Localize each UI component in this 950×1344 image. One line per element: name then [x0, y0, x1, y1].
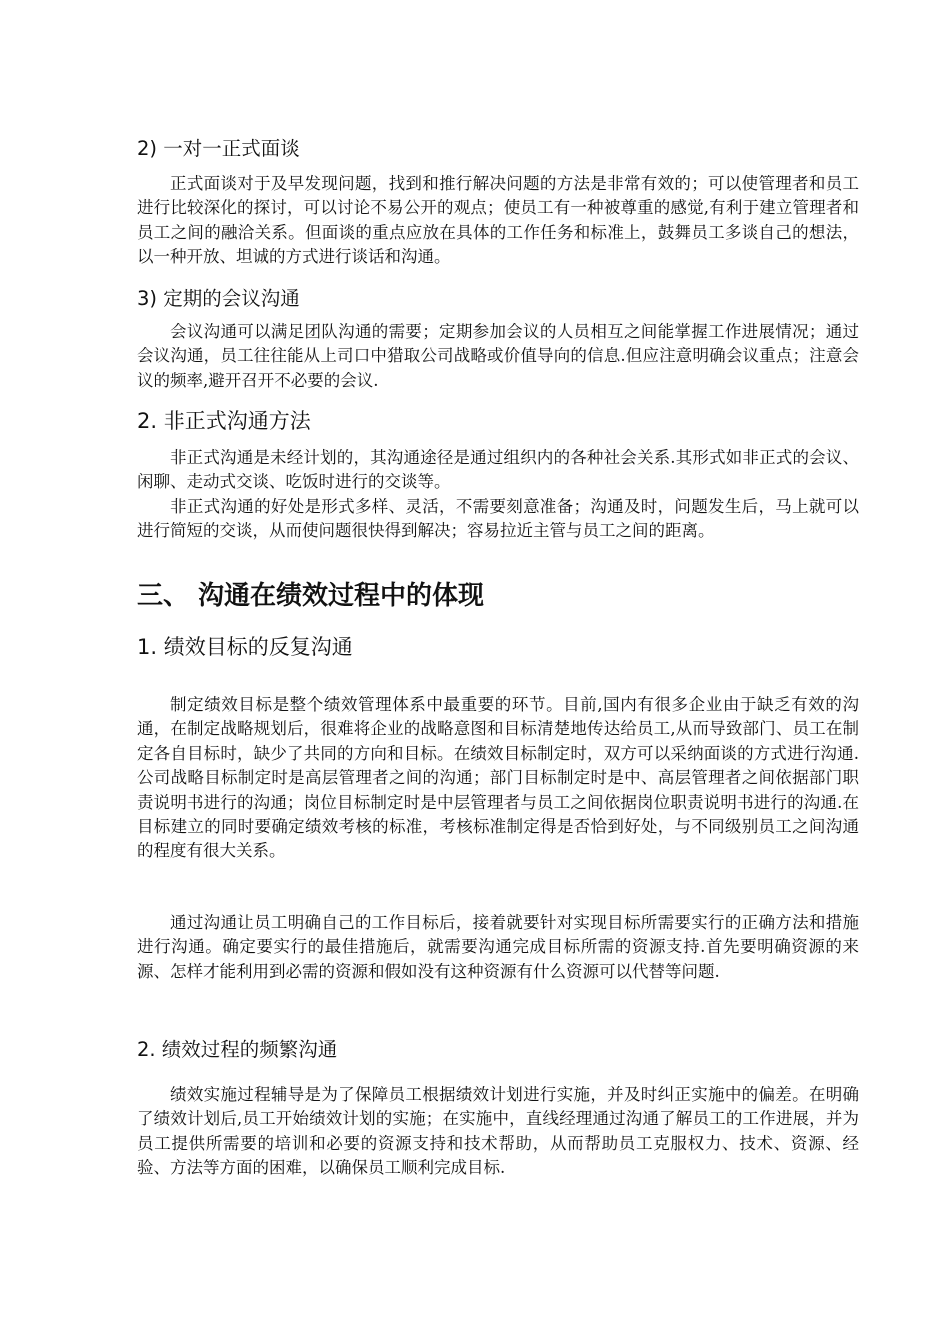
paragraph-process-coaching: 绩效实施过程辅导是为了保障员工根据绩效计划进行实施，并及时纠正实施中的偏差。在明确了绩效计划后,员工开始绩效计划的实施；在实施中，直线经理通过沟通了解员工的工作进展，并为员工提供所需要的培训和必要的资源支持和技术帮助，从而帮助员工克服权力、技术、资源、经验、方法等方面的困难，以确保员工顺利完成目标. — [137, 1085, 859, 1178]
paragraph-informal-communication-benefits: 非正式沟通的好处是形式多样、灵活，不需要刻意准备；沟通及时，问题发生后，马上就可以进行简短的交谈，从而使问题很快得到解决；容易拉近主管与员工之间的距离。 — [137, 497, 859, 541]
paragraph-one-on-one-interview: 正式面谈对于及早发现问题，找到和推行解决问题的方法是非常有效的；可以使管理者和员工进行比较深化的探讨，可以讨论不易公开的观点；使员工有一种被尊重的感觉,有利于建立管理者和员工之间的融洽关系。但面谈的重点应放在具体的工作任务和标准上，鼓舞员工多谈自己的想法，以一种开放、坦诚的方式进行谈话和沟通。 — [137, 174, 859, 267]
section-heading-goal-communication: 1. 绩效目标的反复沟通 — [137, 635, 353, 659]
section-heading-process-communication: 2. 绩效过程的频繁沟通 — [137, 1038, 338, 1061]
section-heading-one-on-one-interview: 2) 一对一正式面谈 — [137, 137, 300, 160]
chapter-heading: 三、 沟通在绩效过程中的体现 — [137, 581, 485, 611]
section-heading-regular-meetings: 3) 定期的会议沟通 — [137, 287, 300, 310]
paragraph-methods-and-resources: 通过沟通让员工明确自己的工作目标后，接着就要针对实现目标所需要实行的正确方法和措施进行沟通。确定要实行的最佳措施后，就需要沟通完成目标所需的资源支持.首先要明确资源的来源、怎样才能利用到必需的资源和假如没有这种资源有什么资源可以代替等问题. — [137, 913, 859, 981]
paragraph-informal-communication-definition: 非正式沟通是未经计划的，其沟通途径是通过组织内的各种社会关系.其形式如非正式的会议、闲聊、走动式交谈、吃饭时进行的交谈等。 — [137, 448, 859, 492]
paragraph-regular-meetings: 会议沟通可以满足团队沟通的需要；定期参加会议的人员相互之间能掌握工作进展情况；通过会议沟通，员工往往能从上司口中猎取公司战略或价值导向的信息.但应注意明确会议重点；注意会议的频率,避开召开不必要的会议. — [137, 322, 859, 390]
paragraph-goal-setting: 制定绩效目标是整个绩效管理体系中最重要的环节。目前,国内有很多企业由于缺乏有效的沟通，在制定战略规划后，很难将企业的战略意图和目标清楚地传达给员工,从而导致部门、员工在制定各自目标时，缺少了共同的方向和目标。在绩效目标制定时，双方可以采纳面谈的方式进行沟通.公司战略目标制定时是高层管理者之间的沟通；部门目标制定时是中、高层管理者之间依据部门职责说明书进行的沟通；岗位目标制定时是中层管理者与员工之间依据岗位职责说明书进行的沟通.在目标建立的同时要确定绩效考核的标准，考核标准制定得是否恰到好处，与不同级别员工之间沟通的程度有很大关系。 — [137, 695, 859, 861]
section-heading-informal-communication: 2. 非正式沟通方法 — [137, 409, 311, 433]
